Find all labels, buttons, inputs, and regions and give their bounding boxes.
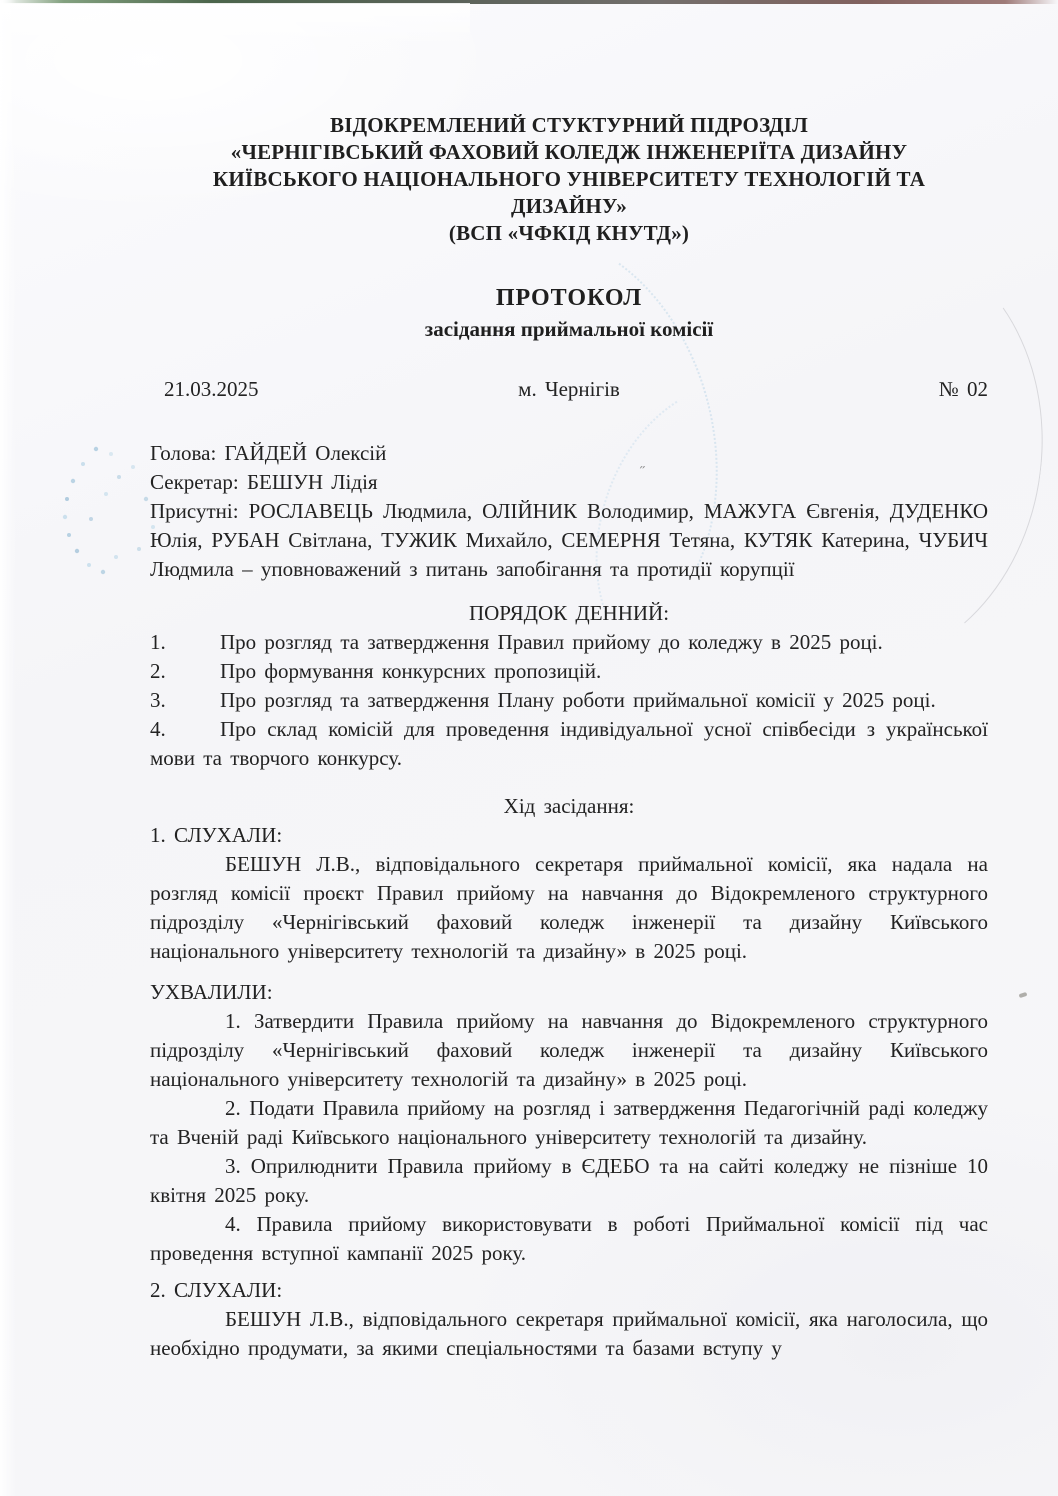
blue-ink-speckles-artifact (60, 438, 62, 440)
document-title: ПРОТОКОЛ (495, 285, 643, 311)
section-heard-1 (150, 821, 988, 966)
document-date: 21.03.2025 (164, 377, 259, 401)
participants-present: Присутні: РОСЛАВЕЦЬ Людмила, ОЛІЙНИК Володимир, МАЖУГА Євгенія, ДУДЕНКО Юлія, РУБАН Світлана, ТУЖИК Михайло, СЕМЕРНЯ Тетяна, КУТЯК Катерина, ЧУБИЧ Людмила – уповноважений з питань запобігання та протидії корупції (150, 499, 988, 581)
organization-header (150, 112, 988, 247)
agenda-item-1 (150, 628, 988, 657)
agenda-item-2 (150, 657, 988, 686)
section-resolved-paragraph-4: 4. Правила прийому використовувати в роботі Приймальної комісії під час проведення вступної кампанії 2025 року. (150, 1212, 988, 1265)
agenda-item-4 (150, 715, 988, 773)
participants-secretary: Секретар: БЕШУН Лідія (150, 470, 378, 494)
section-resolved (150, 978, 988, 1268)
section-heard-2-paragraph: БЕШУН Л.В., відповідального секретаря приймальної комісії, яка наголосила, що необхідно продумати, за якими спеціальностями та базами вступу у (150, 1307, 988, 1360)
section-heard-2-label: 2. СЛУХАЛИ: (150, 1278, 283, 1302)
proceedings-heading: Хід засідання: (503, 794, 635, 818)
document-meta-row (150, 375, 988, 403)
document-number: № 02 (938, 377, 988, 401)
scanner-left-edge-artifact (0, 0, 16, 1496)
organization-header-line-4: ДИЗАЙНУ» (511, 194, 627, 218)
agenda-item-2-text: Про формування конкурсних пропозицій. (220, 659, 602, 683)
section-heard-1-label: 1. СЛУХАЛИ: (150, 823, 283, 847)
agenda-heading: ПОРЯДОК ДЕННИЙ: (468, 601, 670, 625)
section-resolved-paragraph-2: 2. Подати Правила прийому на розгляд і затвердження Педагогічній раді коледжу та Вченій раді Київського національного університету технологій та дизайну. (150, 1096, 988, 1149)
stray-quote-mark-artifact: ˶ (640, 458, 643, 474)
agenda-item-1-text: Про розгляд та затвердження Правил прийому до коледжу в 2025 році. (220, 630, 883, 654)
organization-header-line-2: «ЧЕРНІГІВСЬКИЙ ФАХОВИЙ КОЛЕДЖ ІНЖЕНЕРІЇТА ДИЗАЙНУ (230, 140, 908, 164)
participants-block (150, 439, 988, 584)
agenda-item-4-number: 4. (150, 717, 166, 741)
agenda-item-3-text: Про розгляд та затвердження Плану роботи приймальної комісії у 2025 році. (220, 688, 936, 712)
agenda-item-2-number: 2. (150, 659, 166, 683)
agenda-item-3 (150, 686, 988, 715)
document-city: м. Чернігів (518, 377, 620, 401)
organization-header-line-5: (ВСП «ЧФКІД КНУТД») (448, 221, 690, 245)
section-resolved-paragraph-3: 3. Оприлюднити Правила прийому в ЄДЕБО та на сайті коледжу не пізніше 10 квітня 2025 року. (150, 1154, 988, 1207)
agenda-item-4-text: Про склад комісій для проведення індивідуальної усної співбесіди з української мови та творчого конкурсу. (150, 717, 988, 770)
section-resolved-paragraph-1: 1. Затвердити Правила прийому на навчання до Відокремленого структурного підрозділу «Чернігівський фаховий коледж інженерії та дизайну Київського національного університету технологій та дизайну» в 2025 році. (150, 1009, 988, 1091)
section-heard-2 (150, 1276, 988, 1363)
participants-chair: Голова: ГАЙДЕЙ Олексій (150, 441, 387, 465)
agenda-item-3-number: 3. (150, 688, 166, 712)
scan-speck-artifact (1019, 992, 1028, 998)
organization-header-line-1: ВІДОКРЕМЛЕНИЙ СТУКТУРНИЙ ПІДРОЗДІЛ (330, 113, 808, 137)
document-subtitle: засідання приймальної комісії (424, 317, 714, 341)
section-heard-1-paragraph: БЕШУН Л.В., відповідального секретаря приймальної комісії, яка надала на розгляд комісії проєкт Правил прийому на навчання до Відокремленого структурного підрозділу «Чернігівський фаховий коледж інженерії та дизайну Київського національного університету технологій та дизайну» в 2025 році. (150, 852, 988, 963)
organization-header-line-3: КИЇВСЬКОГО НАЦІОНАЛЬНОГО УНІВЕРСИТЕТУ ТЕХНОЛОГІЙ ТА (212, 167, 926, 191)
document-content (150, 0, 988, 1363)
agenda-block (150, 599, 988, 773)
section-resolved-label: УХВАЛИЛИ: (150, 980, 273, 1004)
agenda-item-1-number: 1. (150, 630, 166, 654)
